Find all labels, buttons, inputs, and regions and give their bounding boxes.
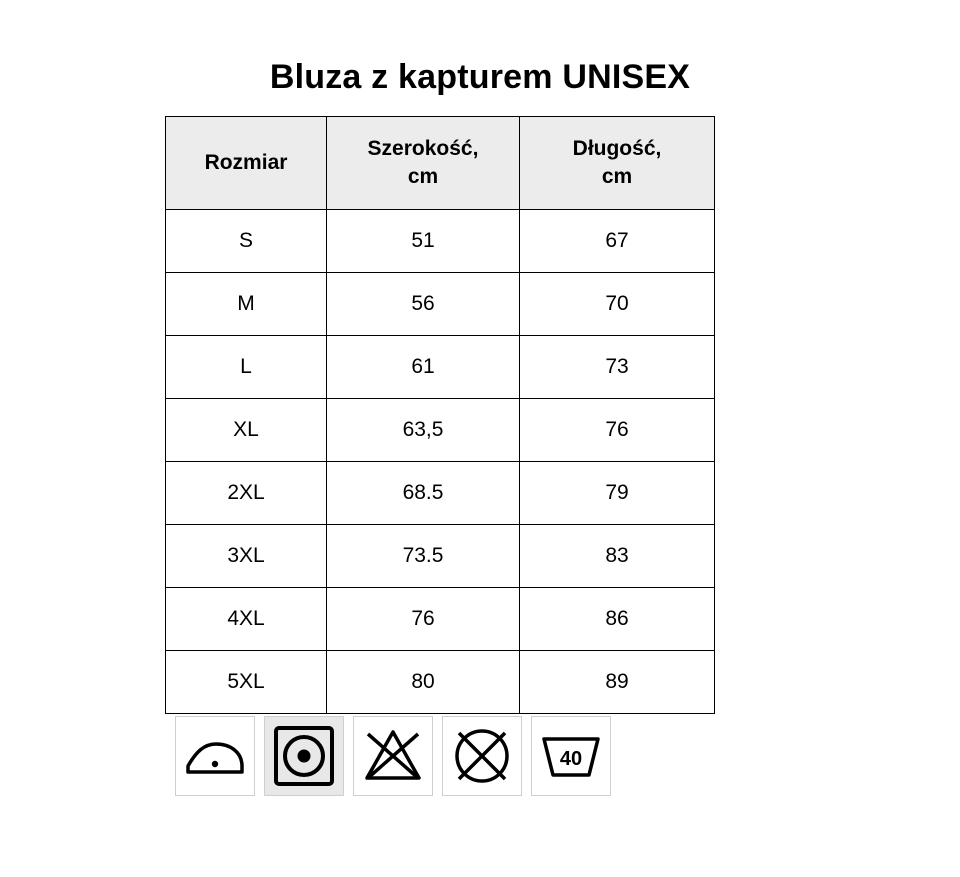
table-body <box>166 210 715 714</box>
table-row <box>166 588 715 651</box>
cell-width: 80 <box>327 651 520 714</box>
do-not-dry-clean-icon <box>442 716 522 796</box>
cell-size: 5XL <box>166 651 327 714</box>
table-row <box>166 651 715 714</box>
cell-size: 4XL <box>166 588 327 651</box>
cell-width: 76 <box>327 588 520 651</box>
table-header <box>166 117 715 210</box>
cell-length: 89 <box>520 651 715 714</box>
table-row <box>166 525 715 588</box>
cell-length: 76 <box>520 399 715 462</box>
cell-length: 73 <box>520 336 715 399</box>
cell-size: M <box>166 273 327 336</box>
page-title: Bluza z kapturem UNISEX <box>269 58 691 96</box>
cell-size: S <box>166 210 327 273</box>
table-row <box>166 462 715 525</box>
column-header-width-label: Szerokość, <box>367 136 479 160</box>
tumble-dry-icon <box>264 716 344 796</box>
cell-width: 73.5 <box>327 525 520 588</box>
care-symbols-row <box>175 716 611 796</box>
table-row <box>166 273 715 336</box>
column-header-length-label: Długość, <box>572 136 662 160</box>
column-header-length-unit: cm <box>601 165 633 188</box>
iron-low-heat-icon <box>175 716 255 796</box>
cell-size: 3XL <box>166 525 327 588</box>
cell-length: 86 <box>520 588 715 651</box>
column-header-length <box>520 117 715 210</box>
cell-size: 2XL <box>166 462 327 525</box>
table-row <box>166 336 715 399</box>
column-header-size <box>166 117 327 210</box>
cell-width: 51 <box>327 210 520 273</box>
size-table <box>165 116 715 714</box>
cell-length: 67 <box>520 210 715 273</box>
table-header-row <box>166 117 715 210</box>
cell-length: 83 <box>520 525 715 588</box>
do-not-bleach-icon <box>353 716 433 796</box>
table-row <box>166 210 715 273</box>
cell-width: 68.5 <box>327 462 520 525</box>
svg-text:40: 40 <box>559 748 583 770</box>
table-row <box>166 399 715 462</box>
cell-size: L <box>166 336 327 399</box>
cell-length: 79 <box>520 462 715 525</box>
cell-width: 63,5 <box>327 399 520 462</box>
wash-40-icon <box>531 716 611 796</box>
cell-length: 70 <box>520 273 715 336</box>
cell-width: 56 <box>327 273 520 336</box>
cell-width: 61 <box>327 336 520 399</box>
column-header-width <box>327 117 520 210</box>
column-header-width-unit: cm <box>407 165 439 188</box>
cell-size: XL <box>166 399 327 462</box>
column-header-size-label: Rozmiar <box>204 150 288 174</box>
